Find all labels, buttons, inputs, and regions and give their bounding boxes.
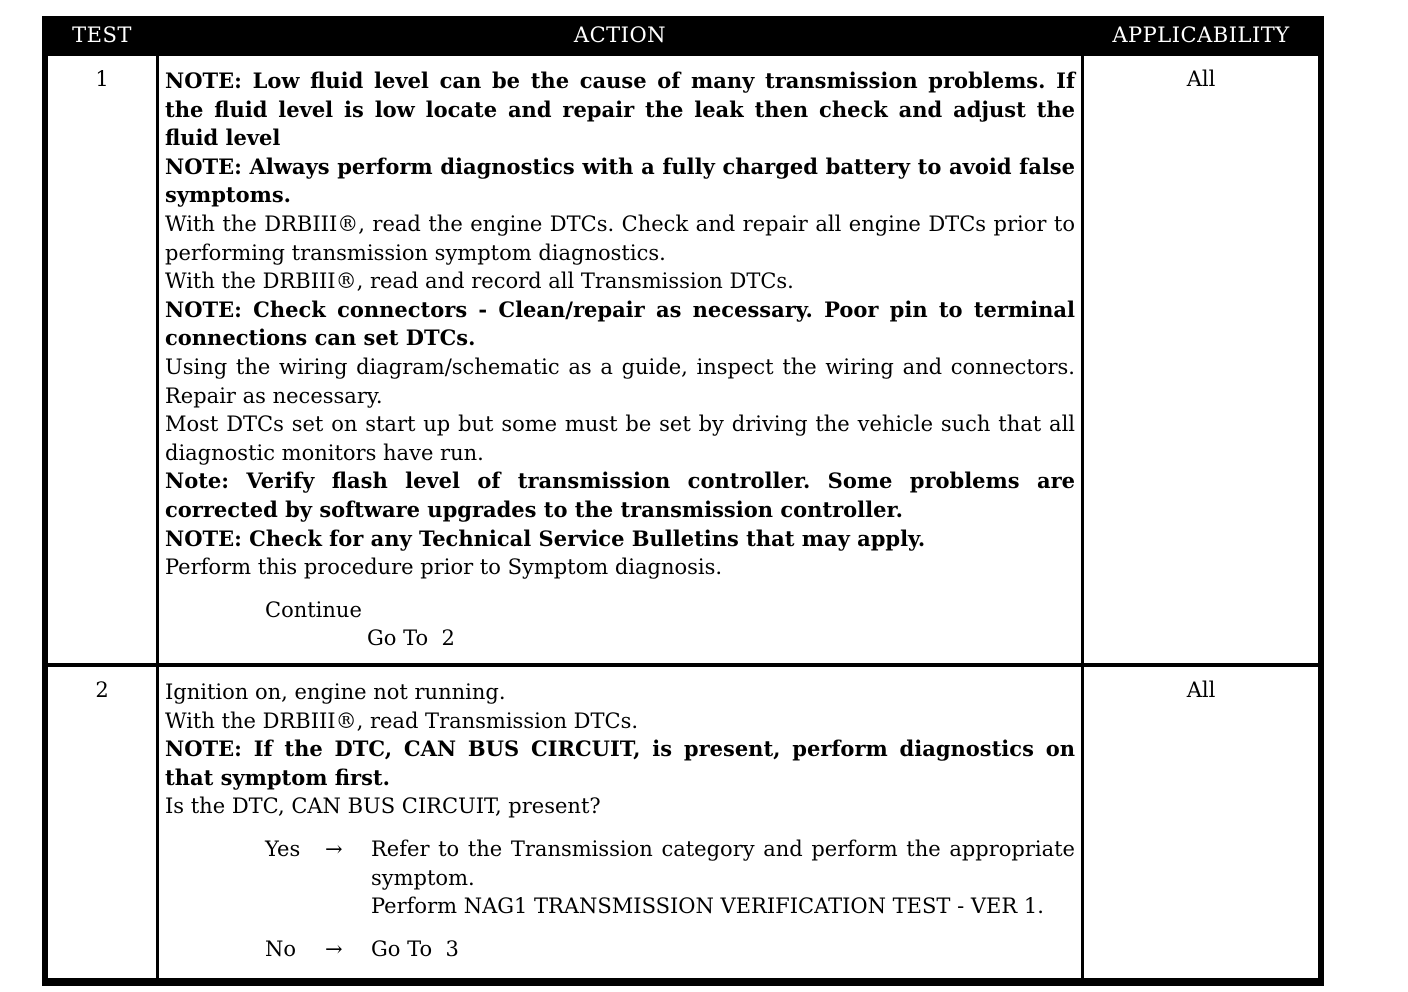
note-paragraph: NOTE: Check for any Technical Service Bulletins that may apply. (165, 525, 926, 551)
continue-label: Continue (265, 597, 362, 622)
test-number-cell (48, 56, 156, 663)
no-outcome (165, 935, 1075, 964)
instruction-paragraph: With the DRBIII®, read the engine DTCs. Check and repair all engine DTCs prior to performing transmission symptom diagnostics. (165, 211, 1075, 265)
arrow-right-icon: → (325, 936, 343, 961)
test-number: 1 (95, 67, 109, 91)
action-cell (159, 667, 1081, 978)
instruction-paragraph: Perform this procedure prior to Symptom diagnosis. (165, 555, 723, 580)
continue-outcome (165, 596, 1075, 653)
arrow-right-icon: → (325, 836, 343, 861)
yes-outcome (165, 835, 1075, 921)
yes-text: Refer to the Transmission category and perform the appropriate symptom. (371, 836, 1075, 890)
note-paragraph: NOTE: Always perform diagnostics with a fully charged battery to avoid false symptoms. (165, 153, 1075, 208)
action-text (165, 678, 1075, 963)
question-paragraph: Is the DTC, CAN BUS CIRCUIT, present? (165, 794, 601, 819)
applicability-value: All (1186, 678, 1216, 702)
applicability-value: All (1186, 67, 1216, 91)
instruction-paragraph: Most DTCs set on start up but some must be set by driving the vehicle such that all diagnostic monitors have run. (165, 412, 1075, 465)
test-number: 2 (95, 678, 109, 702)
instruction-paragraph: With the DRBIII®, read Transmission DTCs. (165, 708, 639, 733)
test-number-cell (48, 667, 156, 978)
instruction-paragraph: With the DRBIII®, read and record all Transmission DTCs. (165, 269, 794, 294)
header-applicability: APPLICABILITY (1112, 23, 1290, 47)
note-paragraph: Note: Verify flash level of transmission controller. Some problems are corrected by software upgrades to the transmission controller. (165, 468, 1075, 522)
instruction-paragraph: Ignition on, engine not running. (165, 680, 506, 704)
action-text (165, 67, 1075, 653)
applicability-cell (1084, 667, 1318, 978)
no-label: No (265, 936, 297, 961)
instruction-paragraph: Using the wiring diagram/schematic as a guide, inspect the wiring and connectors. Repair as necessary. (165, 354, 1075, 408)
header-action: ACTION (573, 23, 667, 47)
goto-link[interactable]: Go To 2 (367, 626, 455, 651)
note-paragraph: NOTE: If the DTC, CAN BUS CIRCUIT, is present, perform diagnostics on that symptom first. (165, 736, 1075, 790)
applicability-cell (1084, 56, 1318, 663)
note-paragraph: NOTE: Check connectors - Clean/repair as necessary. Poor pin to terminal connections can set DTCs. (165, 296, 1075, 351)
diagnostic-table (42, 16, 1324, 986)
header-test: TEST (72, 23, 132, 47)
action-cell (159, 56, 1081, 663)
yes-label: Yes (265, 836, 301, 861)
note-paragraph: NOTE: Low fluid level can be the cause of many transmission problems. If the fluid level is low locate and repair the leak then check and adjust the fluid level (165, 68, 1075, 151)
goto-link[interactable]: Go To 3 (371, 936, 459, 961)
yes-text-verification[interactable]: Perform NAG1 TRANSMISSION VERIFICATION TEST - VER 1. (371, 894, 1044, 919)
